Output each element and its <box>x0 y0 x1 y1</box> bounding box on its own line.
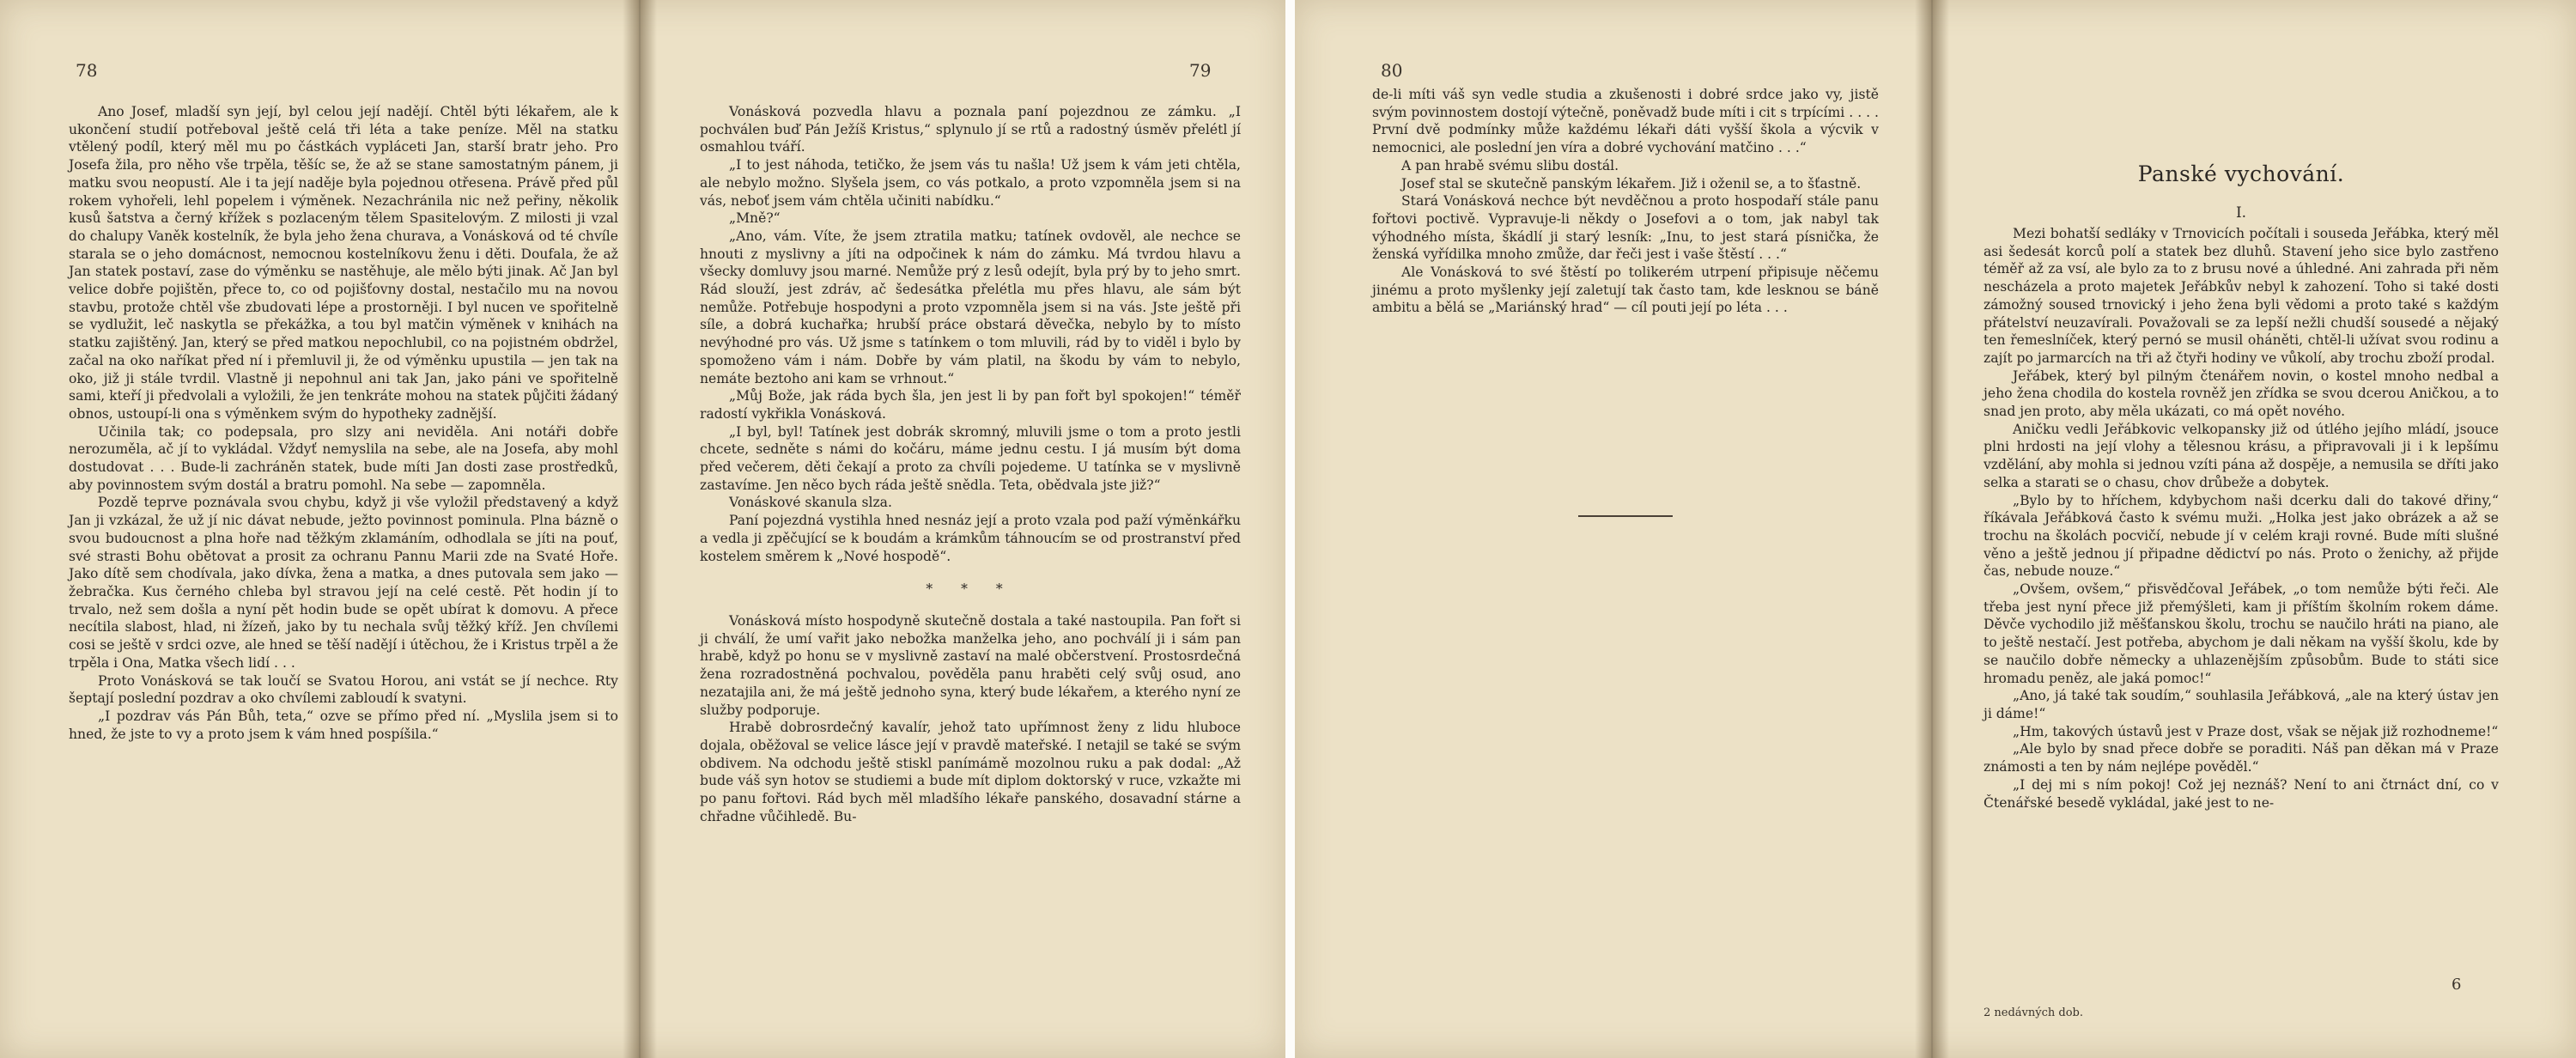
page-79 <box>657 0 1285 1058</box>
paragraph: „Můj Bože, jak ráda bych šla, jen jest li by pan fořt byl spokojen!“ téměř radostí vykřikla Vonásková. <box>700 388 1241 422</box>
page-number: 78 <box>76 60 98 81</box>
paragraph: „I byl, byl! Tatínek jest dobrák skromný, mluvili jsme o tom a proto jestli chcete, sedněte s námi do kočáru, máme jednu cestu. I já musím být doma před večerem, děti čekají a proto za chvíli pojedeme. U tatínka se v myslivně zastavíme. Jen něco bych ráda ještě snědla. Teta, obědvala jste již?“ <box>700 423 1241 493</box>
paragraph: „Ano, já také tak soudím,“ souhlasila Jeřábková, „ale na který ústav jen ji dáme!“ <box>1984 688 2499 721</box>
page-79-text <box>700 103 1241 825</box>
printer-mark: 2 nedávných dob. <box>1984 1006 2083 1019</box>
right-book-spread <box>1295 0 2576 1058</box>
paragraph: Vonáskové skanula slza. <box>729 495 892 511</box>
paragraph: Aničku vedli Jeřábkovic velkopansky již od útlého jejího mládí, jsouce plni hrdosti na její vlohy a tělesnou krásu, a připravovali ji i k lepšímu vzdělání, aby mohla si jednou vzíti pána až dospěje, a nemusila se dříti jako selka a starati se o chasu, chov drůbeže a dobytek. <box>1984 421 2499 490</box>
paragraph: „Ale bylo by snad přece dobře se poraditi. Náš pan děkan má v Praze známosti a ten by nám nejlépe pověděl.“ <box>1984 741 2499 775</box>
paragraph: Proto Vonásková se tak loučí se Svatou Horou, ani vstát se jí nechce. Rty šeptají poslední pozdrav a oko chvílemi zabloudí k svatyni. <box>69 672 618 707</box>
paragraph: „Ano, vám. Víte, že jsem ztratila matku; tatínek ovdověl, ale nechce se hnouti z myslivny a jíti na odpočinek k nám do zámku. Má tvrdou hlavu a všecky domluvy jsou marné. Nemůže prý z lesů odejít, byla prý by to jeho smrt. Rád slouží, jest zdráv, ač šedesátka přelétla mu přes hlavu, ale sám být nemůže. Potřebuje hospodyni a proto vzpomněla jsem si na vás. Jste ještě při síle, a dobrá kuchařka; hrubší práce obstará děvečka, nebylo by to místo nevýhodné pro vás. Už jsme s tatínkem o tom mluvili, rád by to viděl i bylo by spomoženo vám i nám. Dobře by vám platil, na škodu by vám to nebylo, nemáte beztoho ani kam se vrhnout.“ <box>700 228 1241 386</box>
paragraph: Paní pojezdná vystihla hned nesnáz její a proto vzala pod paží výměnkářku a vedla ji zpěčující se k boudám a krámkům táhnoucím se od prostranství před kostelem směrem k „Nové hospodě“. <box>700 513 1241 564</box>
section-end-rule <box>1578 515 1673 517</box>
paragraph: Pozdě teprve poznávala svou chybu, když ji vše vyložil představený a když Jan ji vzkázal, že už jí nic dávat nebude, ježto povinnost pominula. Plna bázně o svou budoucnost a plna hoře nad těžkým zklamáním, odhodlala se jíti na pouť, své strasti Bohu obětovat a prosit za ochranu Pannu Marii zde na Svaté Hoře. Jako dítě sem chodívala, jako dívka, žena a matka, a dnes putovala sem jako — žebračka. Kus černého chleba byl stravou její na celé cestě. Pět hodin jí to trvalo, než sem došla a nyní pět hodin bude se opět ubírat k domovu. A přece necítila slabost, hlad, ni žízeň, jako by tu nechala svůj těžký kříž. Jen chvílemi cosi se ještě v srdci ozve, ale hned se těší nadějí i útěchou, že i Kristus trpěl a že trpěla i Ona, Matka všech lidí . . . <box>69 495 618 671</box>
paragraph: „Bylo by to hříchem, kdybychom naši dcerku dali do takové dřiny,“ říkávala Jeřábková často k svému muži. „Holka jest jako obrázek a až se trochu na školách pocvičí, nebude jí v celém kraji rovné. Bude míti slušné věno a ještě jednou jí připadne dědictví po nás. Proto o ženichy, až přijde čas, nebude nouze.“ <box>1984 492 2499 580</box>
paragraph: „I to jest náhoda, tetičko, že jsem vás tu našla! Už jsem k vám jeti chtěla, ale nebylo možno. Slyšela jsem, co vás potkalo, a proto vzpomněla jsem si na vás, neboť jsem vám chtěla učiniti nabídku.“ <box>700 157 1241 209</box>
chapter-title: Panské vychování. <box>2137 161 2345 186</box>
paragraph: Mezi bohatší sedláky v Trnovicích počítali i souseda Jeřábka, který měl asi šedesát korců polí a statek bez dluhů. Stavení jeho sice bylo zastřeno téměř až za vsí, ale bylo za to z brusu nové a úhledné. Ani zahrada při něm nescházela a proto majetek Jeřábkův nebyl k zahození. Toho si také dosti zámožný soused trnovický i jeho žena byli vědomi a proto také s každým přátelství neuzavírali. Považovali se za lepší nežli chudší sousedé a nějaký ten řemeslníček, který pernó se musil oháněti, chtěl-li užívat svou rodinu a zajít po jarmarcích na tři až čtyři hodiny ve vůkolí, aby trochu zboží prodal. <box>1984 226 2499 366</box>
paragraph: „Hm, takových ústavů jest v Praze dost, však se nějak již rozhodneme!“ <box>2013 723 2499 739</box>
paragraph: Josef stal se skutečně panským lékařem. Již i oženil se, a to šťastně. <box>1401 175 1862 192</box>
paragraph: Učinila tak; co podepsala, pro slzy ani neviděla. Ani notáři dobře nerozuměla, ač jí to vykládal. Vždyť nemyslila na sebe, ale na Josefa, aby mohl dostudovat . . . Bude-li zachráněn statek, bude míti Jan dosti zase prostředků, aby povinnostem svým dostál a bratru pomohl. Na sebe — zapomněla. <box>69 423 618 493</box>
page-81 <box>1949 0 2576 1058</box>
paragraph: Stará Vonásková nechce být nevděčnou a proto hospodaří stále panu fořtovi poctivě. Vypravuje-li někdy o Josefovi a o tom, jak nabyl tak výhodného místa, škádlí ji starý lesník: „Inu, to jest stará písnička, že ženská vyřídilka mnoho zmůže, dar řeči jest i vaše štěstí . . .“ <box>1372 193 1879 263</box>
paragraph: Ano Josef, mladší syn její, byl celou její nadějí. Chtěl býti lékařem, ale k ukončení studií potřeboval ještě celá tři léta a take peníze. Měl na statku vtělený podíl, který měl mu po částkách vypláceti Jan, starší bratr jeho. Pro Josefa žila, pro něho vše trpěla, těšíc se, že až se stane samostatným pánem, ji matku svou neopustí. Ale i ta její naděje byla pojednou otřesena. Právě před půl rokem vyhořeli, lehl popelem i výměnek. Nezachránila nic než peřiny, několik kusů šatstva a černý křížek s pozlaceným tělem Spasitelovým. Z milosti ji vzal do chalupy Vaněk kostelník, že byla jeho žena churava, a Vonásková od té chvíle starala se o jeho domácnost, nemocnou kostelníkovu ženu i děti. Doufala, že až Jan statek postaví, zase do výměnku se nastěhuje, ale mělo býti jinak. Ač Jan byl velice dobře pojištěn, přece to, co od pojišťovny dostal, nestačilo mu na novou stavbu, protože chtěl vše zbudovati lépe a prostorněji. I byl nucen ve spořitelně se vydlužit, leč naskytla se překážka, a tou byl matčin výměnek v knihách na statku zajištěný. Jan, který se před matkou nepochlubil, co na pojistném obdržel, začal na oko naříkat před ní i přemluvil ji, že od výměnku upustila — jen tak na oko, již ji stále tvrdil. Vlastně ji nepohnul ani tak Jan, jako páni ve spořitelně sami, kteří ji předvolali a vyložili, že jen tenkráte mohou na statek půjčiti žádaný obnos, ustoupí-li ona s výměnkem svým do hypotheky zadnější. <box>69 104 618 422</box>
paragraph: „I pozdrav vás Pán Bůh, teta,“ ozve se přímo před ní. „Myslila jsem si to hned, že jste to vy a proto jsem k vám hned pospíšila.“ <box>69 708 618 742</box>
signature-number: 6 <box>2451 976 2462 994</box>
paragraph: „Ovšem, ovšem,“ přisvědčoval Jeřábek, „o tom nemůže býti řeči. Ale třeba jest nyní přece již přemýšleti, kam ji příštím školním rokem dáme. Děvče vychodilo již měšťanskou školu, trochu se naučilo hráti na piano, ale to ještě nestačí. Jest potřeba, abychom je dali někam na vyšší školu, kde by se naučilo dobře německy a uhlazenějším způsobům. Bude to státi sice hromadu peněz, ale jaká pomoc!“ <box>1984 581 2499 686</box>
page-78-text <box>69 103 618 743</box>
paragraph: Vonásková pozvedla hlavu a poznala paní pojezdnou ze zámku. „I pochválen buď Pán Ježíš Kristus,“ splynulo jí se rtů a radostný úsměv přelétl jí osmahlou tváří. <box>700 104 1241 155</box>
paragraph: Hrabě dobrosrdečný kavalír, jehož tato upřímnost ženy z lidu hluboce dojala, oběžoval se velice lásce její v pravdě mateřské. I netajil se také se svým obdivem. Na odchodu ještě stiskl panímámě mozolnou ruku a pak dodal: „Až bude váš syn hotov se studiemi a bude mít diplom doktorský v ruce, vzkažte mi po panu fořtovi. Rád bych měl mladšího lékaře panského, dosavadní stárne a chřadne vůčihledě. Bu- <box>700 720 1241 824</box>
paragraph: Ale Vonásková to své štěstí po tolikerém utrpení připisuje něčemu jinému a proto myšlenky její zaletují tak často tam, kde lesknou se báně ambitu a bělá se „Mariánský hrad“ — cíl pouti její po léta . . . <box>1372 264 1879 316</box>
page-80 <box>1295 0 1932 1058</box>
page-78 <box>0 0 640 1058</box>
page-81-text <box>1984 225 2499 812</box>
paragraph: Jeřábek, který byl pilným čtenářem novin, o kostel mnoho nedbal a jeho žena chodila do kostela rovněž jen zřídka se svou dcerou Aničkou, a to snad jen proto, aby měla ukázati, co má opět nového. <box>1984 368 2499 420</box>
chapter-number: I. <box>2235 204 2247 222</box>
paragraph: „Mně?“ <box>729 210 781 227</box>
paragraph: Vonásková místo hospodyně skutečně dostala a také nastoupila. Pan fořt si ji chválí, že umí vařit jako nebožka manželka jeho, ano pochválí ji i sám pan hrabě, když po honu se v myslivně zastaví na malé občerstvení. Prostosrdečná žena rozradostněná pochvalou, pověděla panu hraběti celý svůj osud, ano nezatajila ani, že má ještě jednoho syna, který bude lékařem, a kterého nyní ze služby podporuje. <box>700 612 1241 718</box>
paragraph: de-li míti váš syn vedle studia a zkušenosti i dobré srdce jako vy, jistě svým povinnostem dostojí výtečně, poněvadž bude míti i cit s trpícími . . . . První dvě podmínky může každému lékaři dáti vyšší škola a výcvik v nemocnici, ale poslední jen víra a dobré vychování matčino . . .“ <box>1372 87 1879 156</box>
page-number: 80 <box>1381 60 1403 81</box>
paragraph: A pan hrabě svému slibu dostál. <box>1401 157 1619 173</box>
left-book-spread <box>0 0 1285 1058</box>
paragraph: „I dej mi s ním pokoj! Což jej neznáš? Není to ani čtrnáct dní, co v Čtenářské besedě vykládal, jaké jest to ne- <box>1984 776 2499 811</box>
section-separator: * * * <box>926 581 1015 598</box>
page-80-text <box>1372 86 1879 317</box>
page-number: 79 <box>1189 60 1212 81</box>
